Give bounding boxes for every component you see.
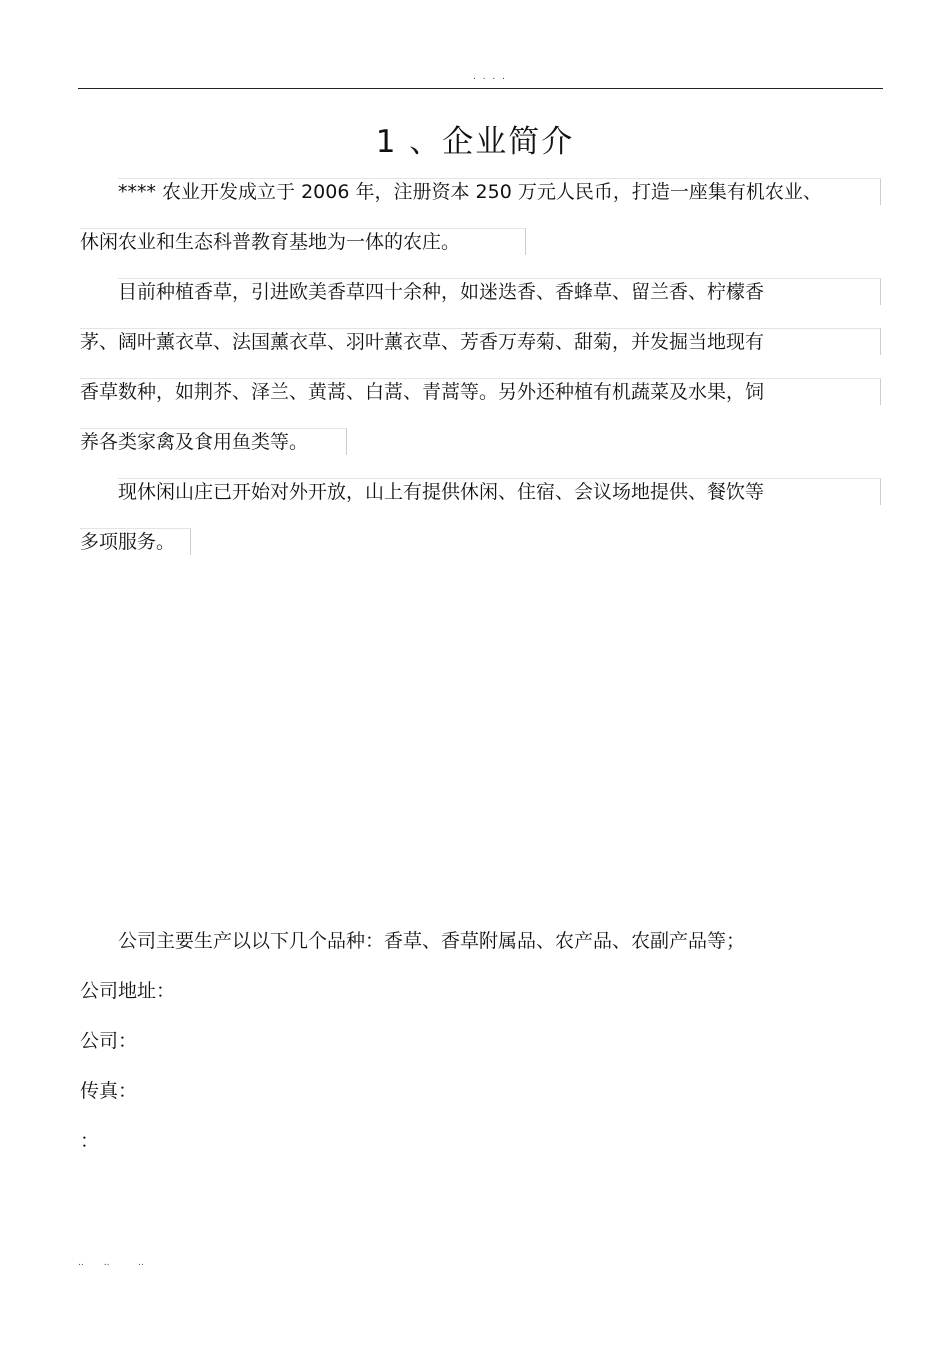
paragraph-line: 目前种植香草，引进欧美香草四十余种，如迷迭香、香蜂草、留兰香、柠檬香 bbox=[118, 281, 765, 303]
page-title: 1 、企业简介 bbox=[375, 124, 575, 160]
address-label: 公司地址： bbox=[80, 980, 176, 1002]
products-line: 公司主要生产以以下几个品种：香草、香草附属品、农产品、农副产品等； bbox=[118, 930, 746, 952]
paragraph-line: 多项服务。 bbox=[80, 531, 176, 553]
header-rule bbox=[78, 88, 883, 89]
phone-label: 公司： bbox=[80, 1030, 138, 1052]
paragraph-line: **** 农业开发成立于 2006 年，注册资本 250 万元人民币，打造一座集有机农业、 bbox=[118, 181, 822, 203]
blank-label: ： bbox=[80, 1130, 100, 1152]
fax-label: 传真： bbox=[80, 1080, 138, 1102]
paragraph-line: 养各类家禽及食用鱼类等。 bbox=[80, 431, 309, 453]
paragraph-line: 休闲农业和生态科普教育基地为一体的农庄。 bbox=[80, 231, 461, 253]
footer-dots: .. .. .. bbox=[78, 1258, 144, 1268]
header-dots: . . . . bbox=[472, 72, 508, 82]
paragraph-line: 茅、阔叶薰衣草、法国薰衣草、羽叶薰衣草、芳香万寿菊、甜菊，并发掘当地现有 bbox=[80, 331, 765, 353]
paragraph-line: 香草数种，如荆芥、泽兰、黄蒿、白蒿、青蒿等。另外还种植有机蔬菜及水果，饲 bbox=[80, 381, 765, 403]
paragraph-line: 现休闲山庄已开始对外开放，山上有提供休闲、住宿、会议场地提供、餐饮等 bbox=[118, 481, 765, 503]
